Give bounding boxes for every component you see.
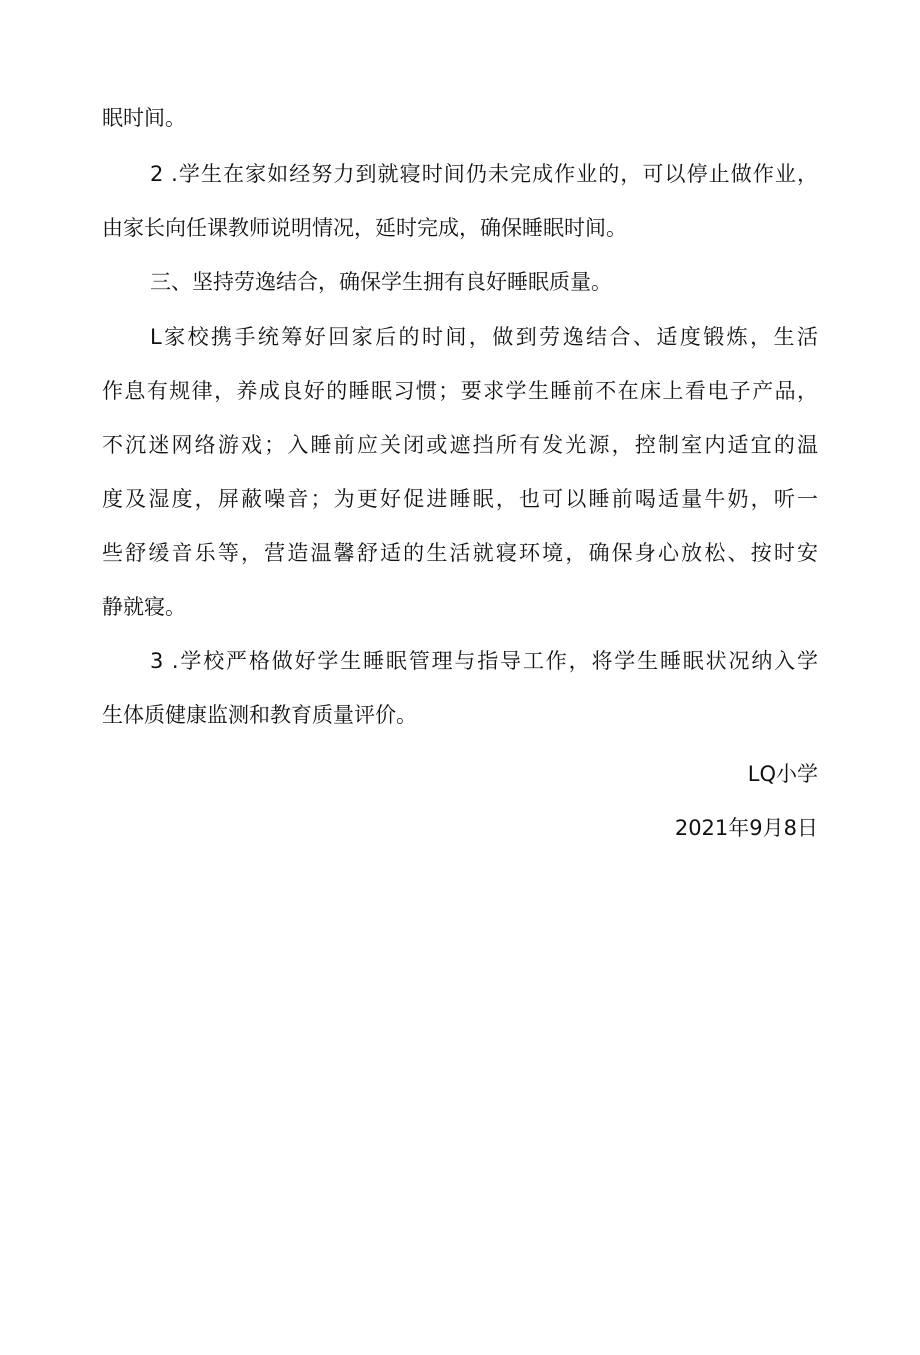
paragraph-line: 度及湿度，屏蔽噪音；为更好促进睡眠，也可以睡前喝适量牛奶，听一: [102, 487, 818, 511]
paragraph-line: L家校携手统筹好回家后的时间，做到劳逸结合、适度锻炼，生活: [150, 325, 818, 349]
paragraph-line: 些舒缓音乐等，营造温馨舒适的生活就寝环境，确保身心放松、按时安: [102, 541, 818, 565]
section-heading: 三、坚持劳逸结合，确保学生拥有良好睡眠质量。: [150, 270, 612, 294]
paragraph-line: 生体质健康监测和教育质量评价。: [102, 703, 417, 727]
paragraph-line: 不沉迷网络游戏；入睡前应关闭或遮挡所有发光源，控制室内适宜的温: [102, 433, 818, 457]
paragraph-line: 眠时间。: [102, 106, 186, 130]
paragraph-line: 作息有规律，养成良好的睡眠习惯；要求学生睡前不在床上看电子产品，: [102, 379, 818, 403]
signature-school: LQ小学: [747, 762, 818, 786]
signature-date: 2021年9月8日: [674, 816, 818, 840]
paragraph-line: 2 .学生在家如经努力到就寝时间仍未完成作业的，可以停止做作业，: [150, 162, 818, 186]
paragraph-line: 由家长向任课教师说明情况，延时完成，确保睡眠时间。: [102, 216, 627, 240]
paragraph-line: 3 .学校严格做好学生睡眠管理与指导工作，将学生睡眠状况纳入学: [150, 649, 818, 673]
paragraph-line: 静就寝。: [102, 595, 186, 619]
